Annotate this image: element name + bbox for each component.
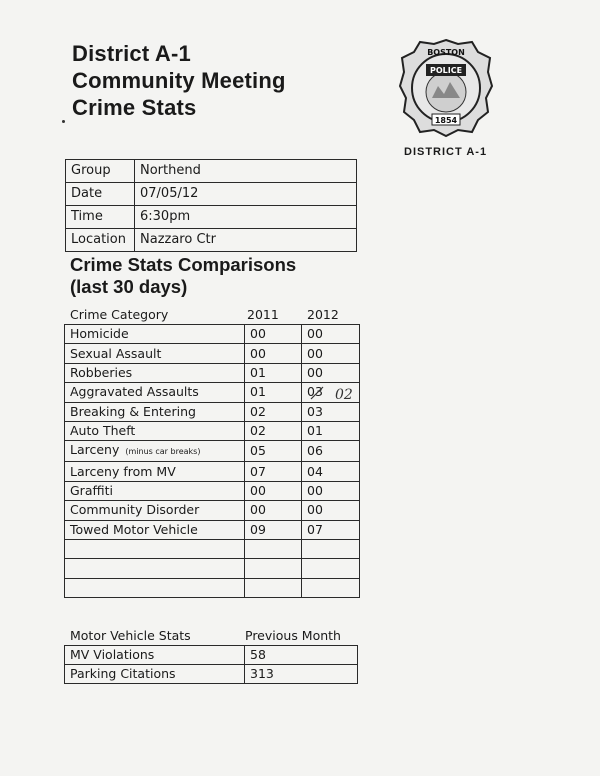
meeting-info-label: Time	[66, 206, 135, 229]
value-2011: 05	[245, 441, 302, 462]
crime-category: Auto Theft	[70, 423, 136, 439]
value-2011: 01	[245, 383, 302, 402]
value-2012	[302, 539, 360, 558]
table-row	[66, 183, 357, 206]
table-row	[65, 665, 358, 684]
crime-category-cell	[65, 344, 245, 363]
crime-category: Community Disorder	[70, 502, 200, 518]
value-2012: 00	[302, 481, 360, 500]
crime-category-cell	[65, 441, 245, 462]
motor-vehicle-stats-table	[64, 645, 358, 684]
stray-mark	[62, 120, 65, 123]
meeting-info-value: 6:30pm	[135, 206, 357, 229]
value-2011	[245, 539, 302, 558]
value-2012: 03	[302, 402, 360, 421]
value-2012: 00	[302, 363, 360, 382]
crime-category-cell	[65, 462, 245, 481]
value-2011: 02	[245, 421, 302, 440]
mv-col-header-label: Motor Vehicle Stats	[70, 628, 191, 643]
boston-police-seal-icon	[398, 38, 494, 138]
table-row	[65, 421, 360, 440]
col-header-2011: 2011	[247, 307, 279, 322]
crime-category: Larceny	[70, 442, 120, 458]
crime-category-cell	[65, 402, 245, 421]
crime-category-cell	[65, 520, 245, 539]
table-row	[66, 229, 357, 252]
title-line-2: Community Meeting	[72, 68, 286, 93]
table-row	[65, 501, 360, 520]
title-line-3: Crime Stats	[72, 95, 197, 120]
value-2012	[302, 559, 360, 578]
crime-category: Graffiti	[70, 482, 113, 498]
crime-category-cell	[65, 559, 245, 578]
value-2011: 09	[245, 520, 302, 539]
table-row	[66, 160, 357, 183]
crime-category-cell	[65, 578, 245, 597]
meeting-info-value: 07/05/12	[135, 183, 357, 206]
value-2011: 07	[245, 462, 302, 481]
value-2011	[245, 559, 302, 578]
table-row	[65, 578, 360, 597]
value-2012: 00	[302, 325, 360, 344]
meeting-info-label: Location	[66, 229, 135, 252]
col-header-2012: 2012	[307, 307, 339, 322]
table-row	[65, 646, 358, 665]
crime-category-cell	[65, 421, 245, 440]
crime-category: Breaking & Entering	[70, 403, 196, 419]
table-row	[65, 520, 360, 539]
value-2011: 01	[245, 363, 302, 382]
table-row	[65, 363, 360, 382]
table-row	[65, 539, 360, 558]
crime-category-note: (minus car breaks)	[125, 447, 201, 457]
crime-category-cell	[65, 325, 245, 344]
table-row	[65, 481, 360, 500]
meeting-info-table	[65, 159, 357, 252]
table-row	[65, 462, 360, 481]
value-2012: 01	[302, 421, 360, 440]
meeting-info-label: Date	[66, 183, 135, 206]
crime-category-cell	[65, 481, 245, 500]
value-2011: 00	[245, 344, 302, 363]
handwritten-correction-text: 02	[335, 387, 353, 403]
crime-category-cell	[65, 539, 245, 558]
seal-banner-text: POLICE	[429, 66, 463, 75]
value-2012: 03	[302, 383, 360, 402]
district-label: DISTRICT A-1	[404, 146, 488, 158]
crime-section-title	[70, 254, 296, 298]
crime-category: Larceny from MV	[70, 463, 176, 479]
crime-category: Aggravated Assaults	[70, 384, 199, 400]
page-title	[72, 40, 286, 121]
value-2012: 04	[302, 462, 360, 481]
col-header-category: Crime Category	[70, 307, 169, 322]
seal-top-text: BOSTON	[427, 48, 465, 57]
value-2011: 02	[245, 402, 302, 421]
table-row	[65, 559, 360, 578]
table-row	[65, 325, 360, 344]
mv-stat-value: 58	[245, 646, 358, 665]
value-2011: 00	[245, 325, 302, 344]
table-row	[65, 344, 360, 363]
mv-stat-label: Parking Citations	[65, 665, 245, 684]
crime-category: Sexual Assault	[70, 345, 162, 361]
title-line-1: District A-1	[72, 41, 191, 66]
handwritten-correction	[309, 383, 369, 405]
crime-category: Towed Motor Vehicle	[70, 521, 198, 537]
value-2011: 00	[245, 481, 302, 500]
crime-stats-table	[64, 324, 360, 598]
crime-category: Homicide	[70, 326, 129, 342]
crime-category: Robberies	[70, 364, 133, 380]
value-2012	[302, 578, 360, 597]
value-2012: 00	[302, 344, 360, 363]
table-row	[65, 441, 360, 462]
mv-col-header-value: Previous Month	[245, 628, 341, 643]
value-2011	[245, 578, 302, 597]
mv-stat-value: 313	[245, 665, 358, 684]
crime-category-cell	[65, 363, 245, 382]
meeting-info-label: Group	[66, 160, 135, 183]
crime-category-cell	[65, 501, 245, 520]
seal-year: 1854	[434, 116, 458, 125]
crime-category-cell	[65, 383, 245, 402]
value-2012: 07	[302, 520, 360, 539]
meeting-info-value: Nazzaro Ctr	[135, 229, 357, 252]
table-row	[66, 206, 357, 229]
crime-section-title-line-2: (last 30 days)	[70, 276, 188, 297]
value-2012: 00	[302, 501, 360, 520]
mv-stat-label: MV Violations	[65, 646, 245, 665]
value-2011: 00	[245, 501, 302, 520]
meeting-info-value: Northend	[135, 160, 357, 183]
crime-section-title-line-1: Crime Stats Comparisons	[70, 254, 297, 275]
value-2012: 06	[302, 441, 360, 462]
